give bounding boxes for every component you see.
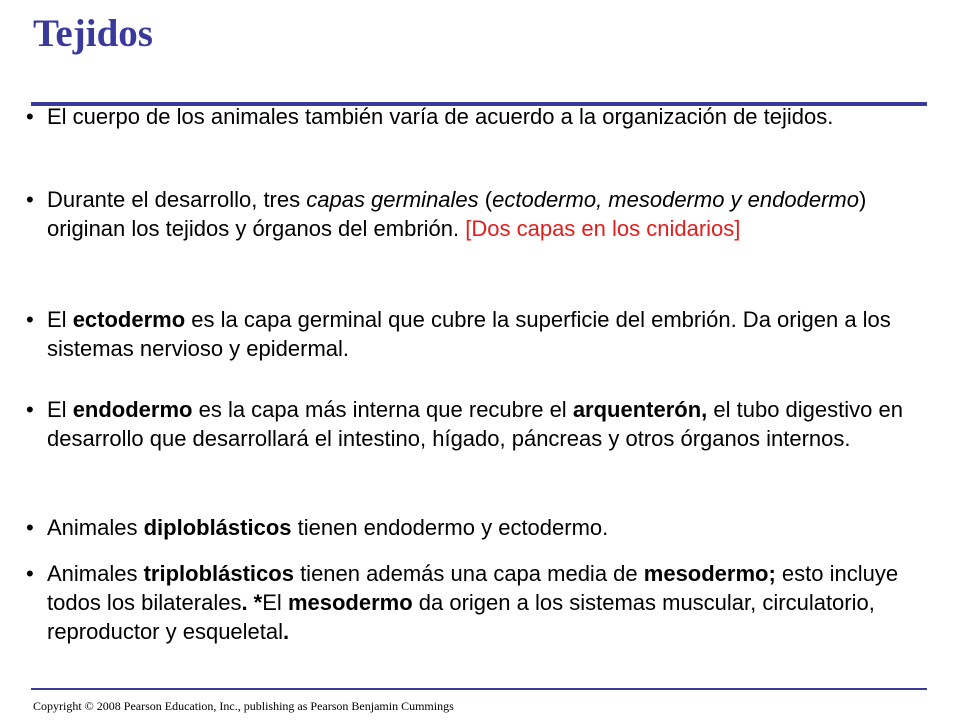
slide-title: Tejidos [33,12,153,55]
bold-term: arquenterón, [572,397,708,422]
copyright-footer: Copyright © 2008 Pearson Education, Inc., publishing as Pearson Benjamin Cummings [33,699,454,713]
text-segment: El [262,590,288,615]
bold-punctuation: . * [241,590,263,615]
bullet-text [47,102,947,131]
bullet-marker: • [26,561,34,586]
highlight-note: [Dos capas en los cnidarios] [465,216,741,241]
bullet-text [47,559,947,646]
italic-term: ectodermo, mesodermo y endodermo [492,187,859,212]
text-segment: da origen a los sistemas muscular, circulatorio, reproductor y esqueletal [47,590,875,644]
text-segment: Animales [47,561,144,586]
italic-term: capas germinales [306,187,479,212]
bullet-text [47,185,947,243]
bullet-marker: • [26,515,34,540]
text-segment: esto incluye todos los bilaterales [47,561,899,615]
bullet-marker: • [26,187,34,212]
bullet-text [47,305,947,363]
text-segment: Durante el desarrollo, tres [47,187,307,212]
text-segment: ) originan los tejidos y órganos del embrión. [47,187,867,241]
bold-term: ectodermo [72,307,186,332]
text-segment: Animales [47,515,144,540]
text-segment: El [47,397,73,422]
footer-divider [31,688,927,690]
text-segment: tienen además una capa media de [293,561,644,586]
bullet-text [47,513,947,542]
bold-term: triploblásticos [143,561,294,586]
bullet-marker: • [26,104,34,129]
bold-term: mesodermo; [643,561,776,586]
text-segment: es la capa germinal que cubre la superficie del embrión. Da origen a los sistemas nervioso y epidermal. [47,307,891,361]
bold-term: mesodermo [287,590,413,615]
bullet-marker: • [26,397,34,422]
text-segment: tienen endodermo y ectodermo. [291,515,609,540]
text-segment: El cuerpo de los animales también varía de acuerdo a la organización de tejidos. [47,104,834,129]
bold-term: endodermo [72,397,193,422]
bold-term: diploblásticos [143,515,292,540]
text-segment: El [47,307,73,332]
bullet-text [47,395,947,453]
text-segment: es la capa más interna que recubre el [192,397,573,422]
text-segment: ( [478,187,493,212]
bold-punctuation: . [283,619,290,644]
text-segment: el tubo digestivo en desarrollo que desarrollará el intestino, hígado, páncreas y otros órganos internos. [47,397,903,451]
bullet-marker: • [26,307,34,332]
